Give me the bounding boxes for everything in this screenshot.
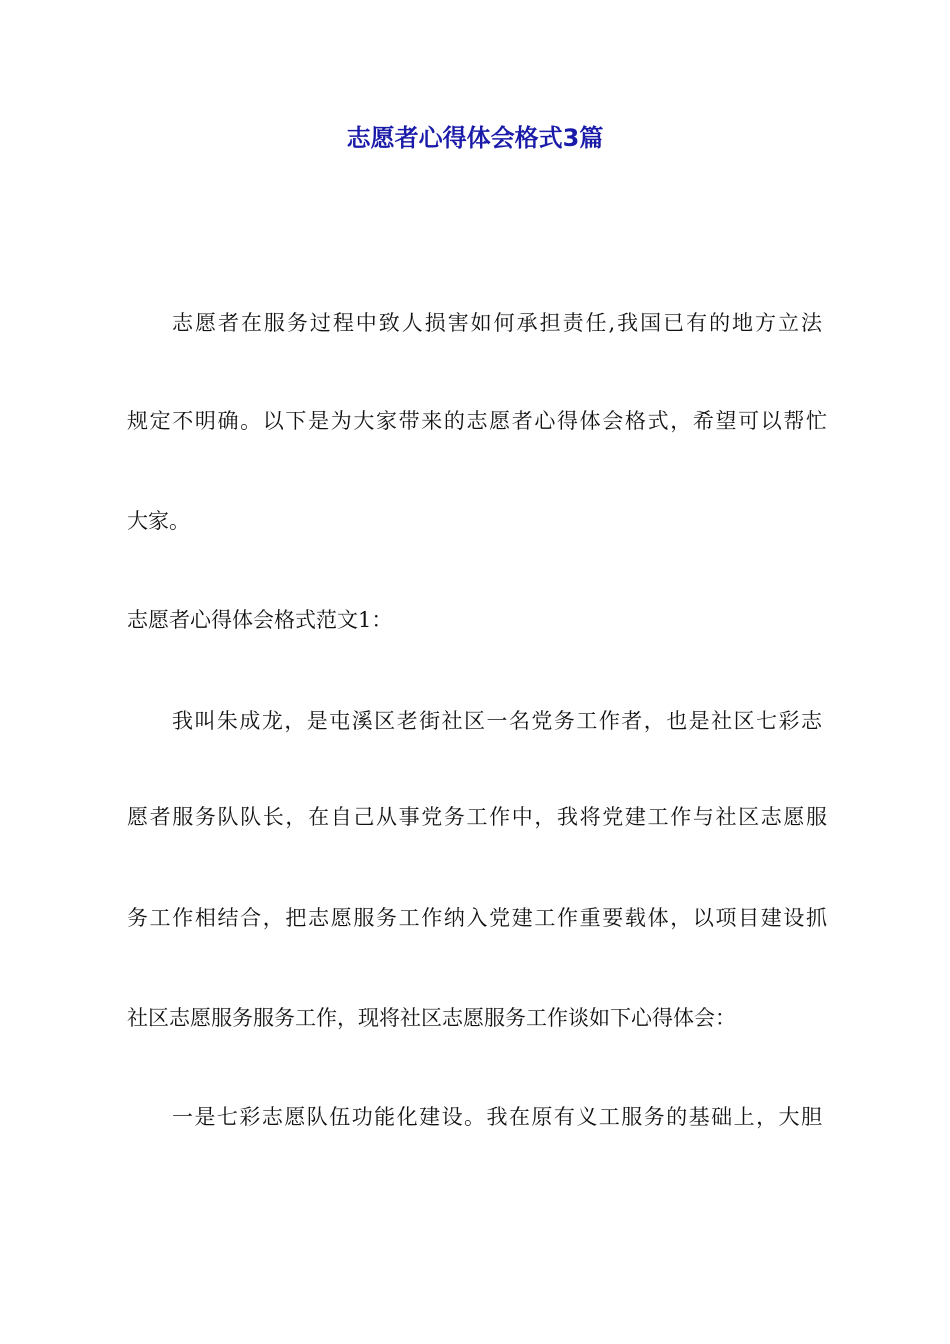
paragraph-2-line-3: 务工作相结合，把志愿服务工作纳入党建工作重要载体，以项目建设抓	[127, 906, 827, 930]
paragraph-3-line-1: 一是七彩志愿队伍功能化建设。我在原有义工服务的基础上，大胆	[172, 1105, 822, 1129]
paragraph-1-line-3: 大家。	[127, 509, 190, 533]
paragraph-2-line-4: 社区志愿服务服务工作，现将社区志愿服务工作谈如下心得体会：	[127, 1006, 736, 1030]
section-heading-sample-1: 志愿者心得体会格式范文1：	[127, 608, 393, 632]
paragraph-1-line-1: 志愿者在服务过程中致人损害如何承担责任,我国已有的地方立法	[172, 311, 822, 335]
paragraph-2-line-2: 愿者服务队队长，在自己从事党务工作中，我将党建工作与社区志愿服	[127, 805, 827, 829]
paragraph-2-line-1: 我叫朱成龙，是屯溪区老街社区一名党务工作者，也是社区七彩志	[172, 709, 822, 733]
paragraph-1-line-2: 规定不明确。以下是为大家带来的志愿者心得体会格式，希望可以帮忙	[127, 409, 827, 433]
document-title: 志愿者心得体会格式3篇	[346, 124, 604, 152]
